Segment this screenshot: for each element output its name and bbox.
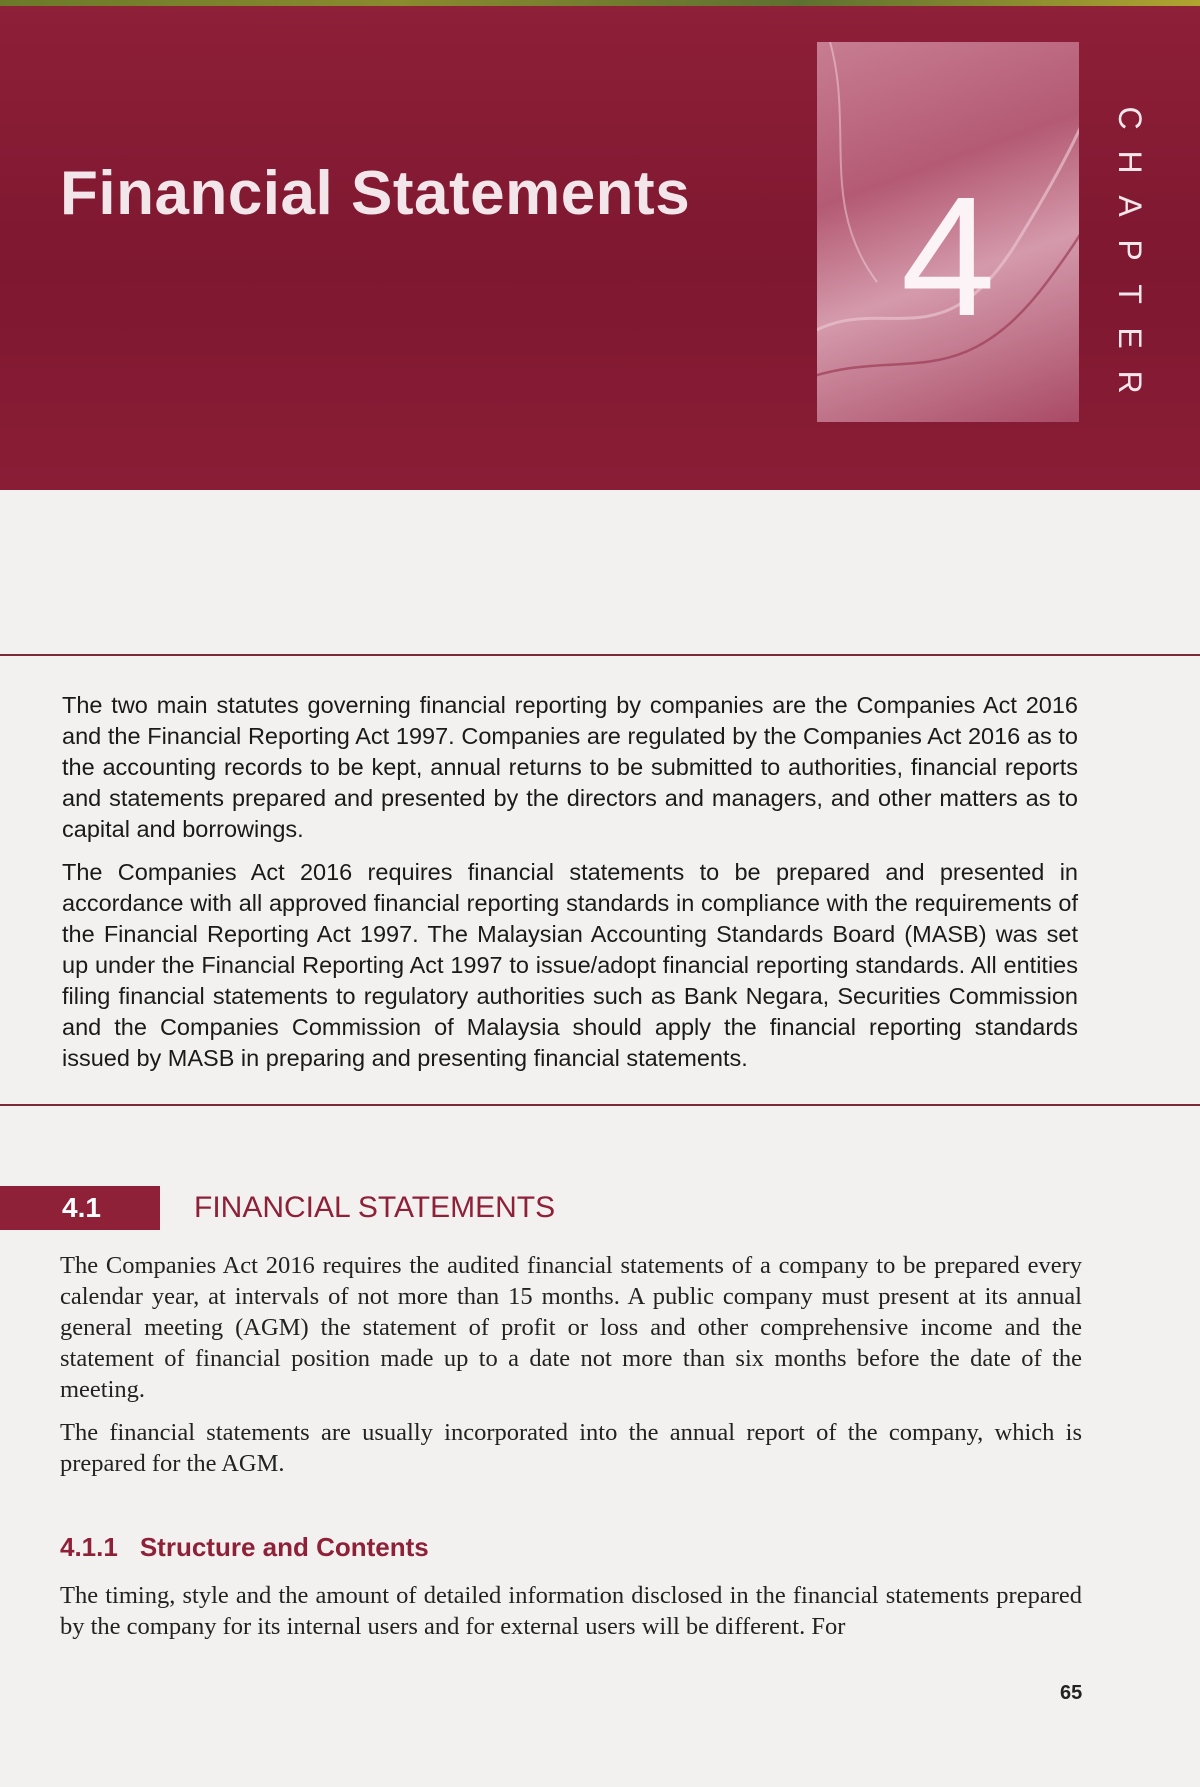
section-paragraph: The financial statements are usually incorporated into the annual report of the company, which is prepared for the AGM. bbox=[60, 1419, 1082, 1477]
intro-bottom-rule bbox=[0, 1104, 1200, 1106]
chapter-letter: R bbox=[1112, 370, 1148, 394]
section-paragraph: The Companies Act 2016 requires the audited financial statements of a company to be prepared every calendar year, at intervals of not more than 15 months. A public company must present at its annual general meeting (AGM) the statement of profit or loss and other comprehensive income and the statement of financial position made up to a date not more than six months before the date of the meeting. bbox=[60, 1252, 1082, 1403]
chapter-letter: H bbox=[1112, 150, 1148, 174]
intro-paragraph: The two main statutes governing financial reporting by companies are the Companies Act 2016 and the Financial Reporting Act 1997. Companies are regulated by the Companies Act 2016 as to the accounting records to be kept, annual returns to be submitted to authorities, financial reports and statements prepared and presented by the directors and managers, and other matters as to capital and borrowings. bbox=[62, 692, 1078, 842]
intro-top-rule bbox=[0, 654, 1200, 656]
intro-text bbox=[62, 690, 1078, 1086]
subsection-body bbox=[60, 1580, 1082, 1654]
chapter-number-tile bbox=[817, 42, 1079, 422]
page-number: 65 bbox=[1060, 1682, 1083, 1704]
section-body bbox=[60, 1250, 1082, 1491]
chapter-letter: A bbox=[1112, 195, 1148, 217]
chapter-letter: C bbox=[1112, 106, 1148, 130]
subsection-number: 4.1.1 bbox=[60, 1532, 118, 1562]
subsection-heading bbox=[60, 1532, 429, 1563]
subsection-title: Structure and Contents bbox=[139, 1532, 429, 1562]
chapter-number: 4 bbox=[900, 162, 996, 352]
section-number-badge: 4.1 bbox=[0, 1186, 160, 1230]
subsection-paragraph: The timing, style and the amount of detailed information disclosed in the financial statements prepared by the company for its internal users and for external users will be different. For bbox=[60, 1582, 1082, 1640]
chapter-label-vertical bbox=[1110, 96, 1150, 404]
intro-paragraph: The Companies Act 2016 requires financial statements to be prepared and presented in accordance with all approved financial reporting standards in compliance with the requirements of the Financial Reporting Act 1997. The Malaysian Accounting Standards Board (MASB) was set up under the Financial Reporting Act 1997 to issue/adopt financial reporting standards. All entities filing financial statements to regulatory authorities such as Bank Negara, Securities Commission and the Companies Commission of Malaysia should apply the financial reporting standards issued by MASB in preparing and presenting financial statements. bbox=[62, 859, 1078, 1071]
chapter-title: Financial Statements bbox=[60, 159, 691, 228]
section-title: FINANCIAL STATEMENTS bbox=[194, 1191, 556, 1224]
chapter-banner bbox=[0, 0, 1200, 490]
banner-top-edge bbox=[0, 0, 1200, 6]
chapter-letter: P bbox=[1112, 239, 1148, 261]
chapter-letter: E bbox=[1112, 327, 1148, 349]
chapter-letter: T bbox=[1112, 284, 1148, 304]
